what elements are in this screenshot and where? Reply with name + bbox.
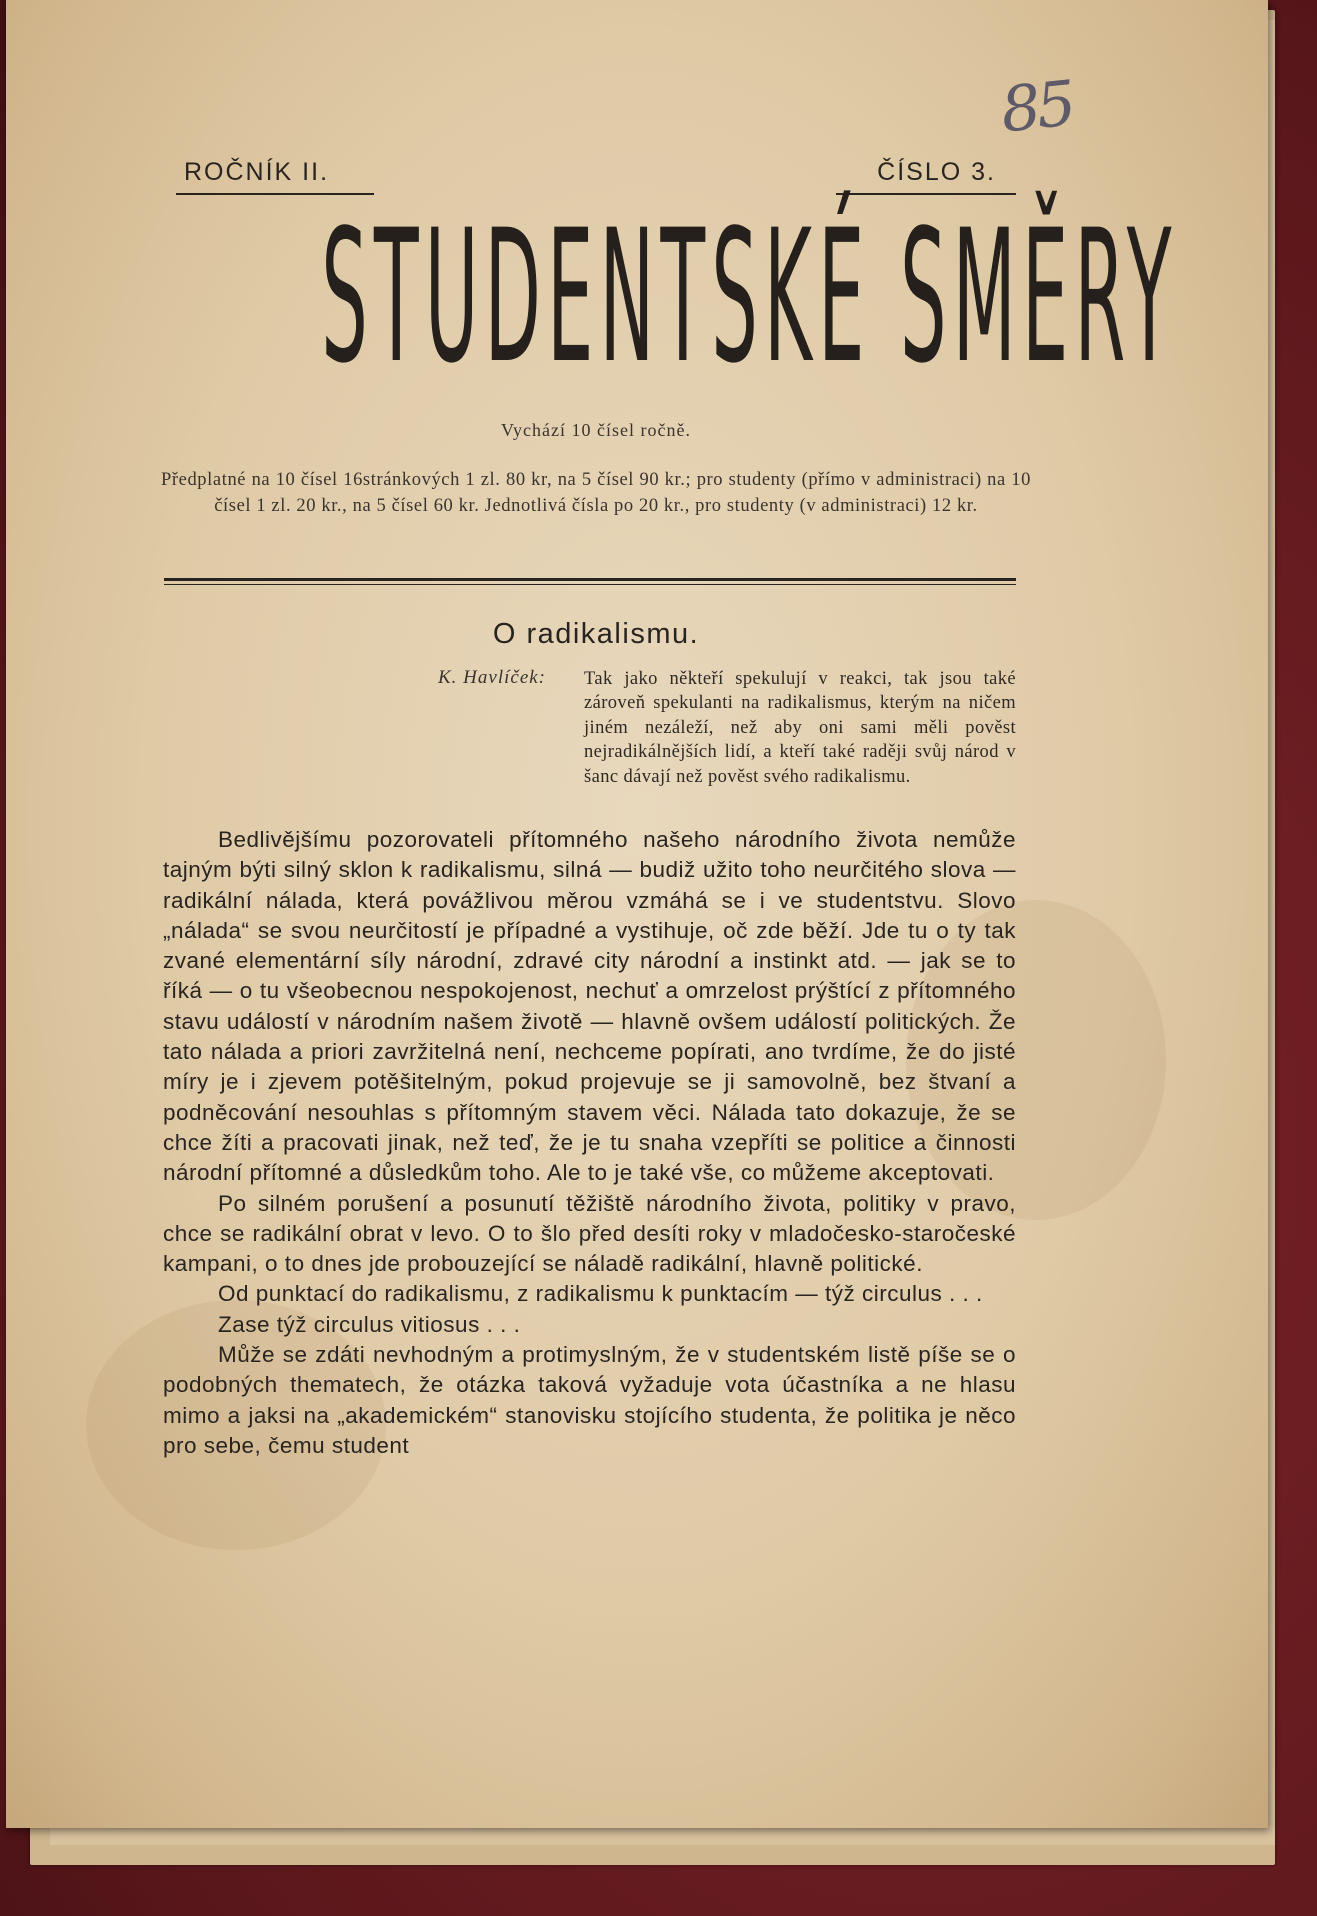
handwritten-note: 85 xyxy=(997,66,1076,147)
publication-title: STUDENTSKÉ SMĚRY xyxy=(321,189,1178,404)
publication-frequency: Vychází 10 čísel ročně. xyxy=(501,420,691,440)
article-body xyxy=(163,825,1016,1461)
issue-label: ČÍSLO 3. xyxy=(836,158,1016,195)
magazine-page xyxy=(6,0,1268,1828)
article-paragraph: Zase týž circulus vitiosus . . . xyxy=(218,1311,521,1337)
article-title: O radikalismu. xyxy=(492,618,700,650)
divider-rule-thin xyxy=(164,584,1016,585)
article-paragraph: Může se zdáti nevhodným a protimyslným, že v studentském listě píše se o podobných thematech, že otázka taková vyžaduje vota účastníka a ne hlasu mimo a jaksi na „akademickém“ stanovisku stojícího studenta, že politika je něco pro sebe, čemu student xyxy=(163,1342,1016,1458)
epigraph-quote: Tak jako někteří spekulují v reakci, tak jsou také zároveň spekulanti na radikalismus, kterým na ničem jiném nezáleží, než aby oni sami měli pověst nejradikálnějších lidí, a kteří také raději svůj národ v šanc dávají než pověst svého radikalismu. xyxy=(584,669,1016,787)
epigraph-author: K. Havlíček: xyxy=(438,667,547,688)
volume-label: ROČNÍK II. xyxy=(176,158,374,195)
article-paragraph: Od punktací do radikalismu, z radikalismu k punktacím — týž circulus . . . xyxy=(218,1281,983,1307)
article-paragraph: Po silném porušení a posunutí těžiště národního života, politiky v pravo, chce se radikální obrat v levo. O to šlo před desíti roky v mladočesko-staročeské kampani, o to dnes jde probouzející se náladě radikální, hlavně politické. xyxy=(163,1190,1016,1277)
subscription-info: Předplatné na 10 čísel 16stránkových 1 zl. 80 kr, na 5 čísel 90 kr.; pro studenty (přímo v administraci) na 10 čísel 1 zl. 20 kr., na 5 čísel 60 kr. Jednotlivá čísla po 20 kr., pro studenty (v administraci) 12 kr. xyxy=(161,470,1031,516)
article-paragraph: Bedlivějšímu pozorovateli přítomného našeho národního života nemůže tajným býti silný sklon k radikalismu, silná — budiž užito toho neurčitého slova — radikální nálada, která povážlivou měrou vzmáhá se i ve studentstvu. Slovo „nálada“ se svou neurčitostí je případné a vystihuje, oč zde běží. Jde tu o ty tak zvané elementární síly národní, zdravé city národní a instinkt atd. — jak se to říká — o tu všeobecnou nespokojenost, nechuť a omrzelost prýštící z přítomného stavu událostí v národním našem životě — hlavně ovšem událostí politických. Že tato nálada a priori zavržitelná není, nechceme popírati, ano tvrdíme, že do jisté míry je i zjevem potěšitelným, pokud projevuje se ji samovolně, bez štvaní a podněcování nesouhlas s přítomným stavem věci. Nálada tato dokazuje, že se chce žíti a pracovati jinak, než teď, že je tu snaha vzepříti se politice a činnosti národní přítomné a důsledkům toho. Ale to je také vše, co můžeme akceptovati. xyxy=(163,827,1016,1186)
divider-rule xyxy=(164,578,1016,581)
